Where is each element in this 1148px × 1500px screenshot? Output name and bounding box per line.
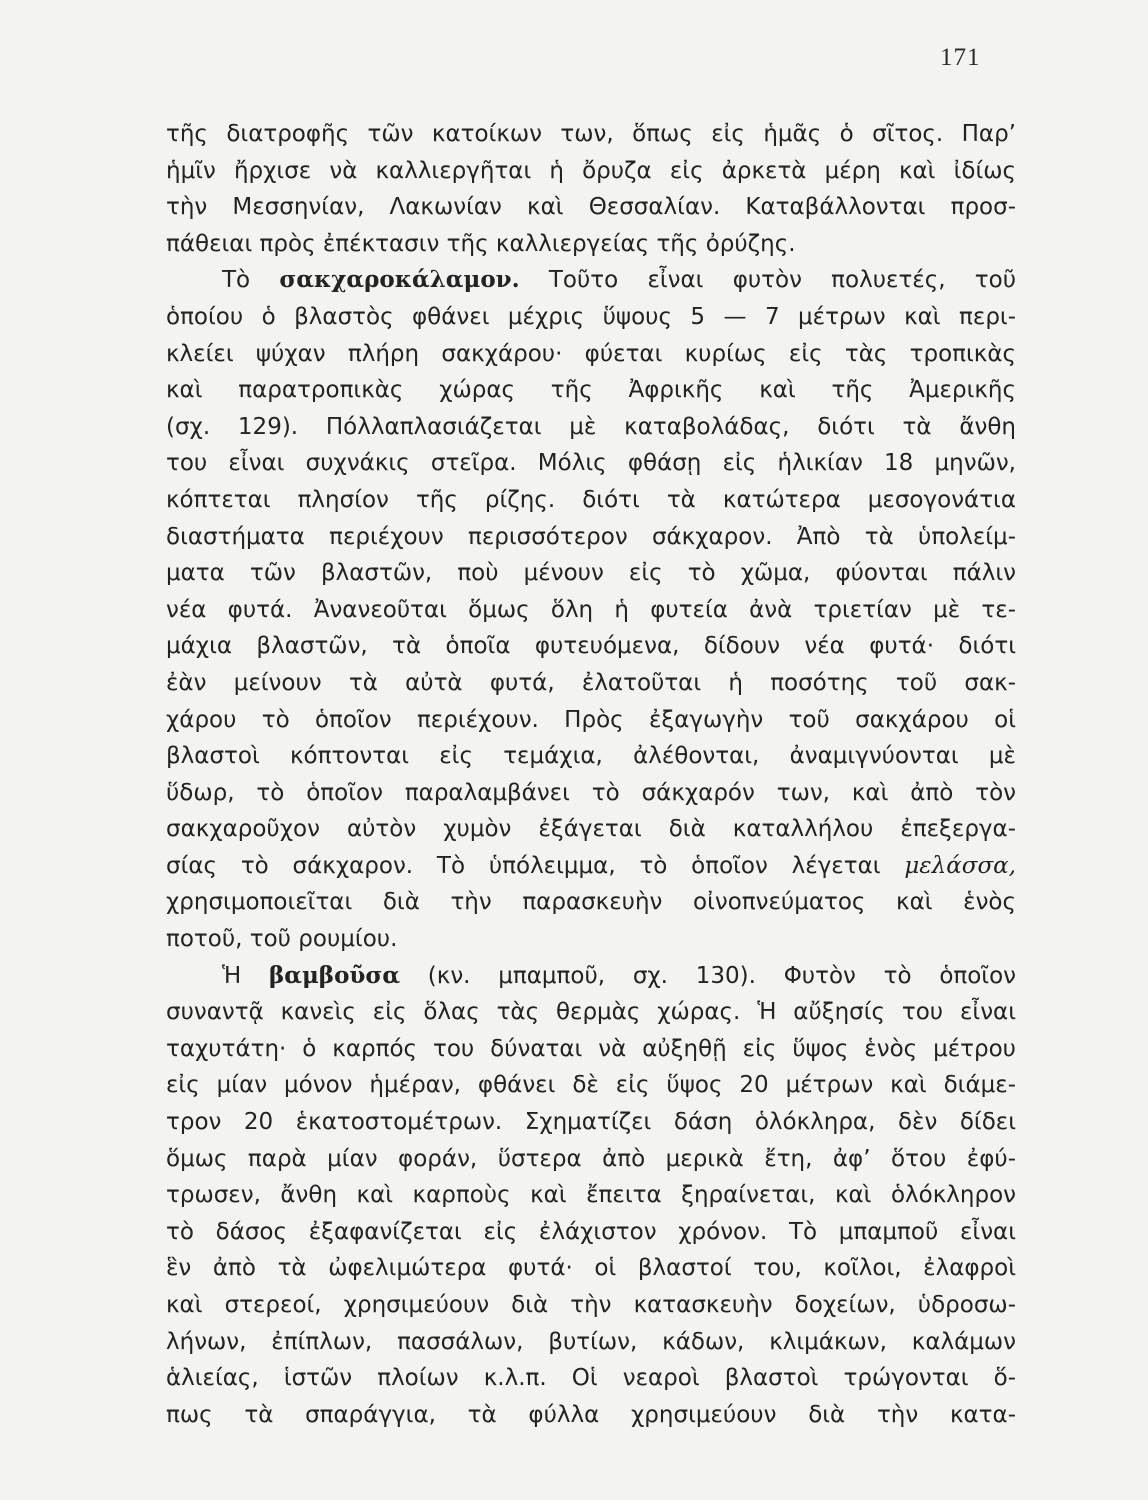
text-line: ἓν ἀπὸ τὰ ὠφελιμώτερα φυτά· οἱ βλαστοί του, κοῖλοι, ἐλαφροὶ [166, 1255, 1016, 1282]
text-span: Τὸ [222, 267, 280, 294]
text-line: τὴν Μεσσηνίαν, Λακωνίαν καὶ Θεσσαλίαν. Καταβάλλονται προσ- [166, 194, 1016, 221]
text-span: σίας τὸ σάκχαρον. Τὸ ὑπόλειμμα, τὸ ὁποῖον λέγεται [166, 852, 905, 879]
text-line-with-italic [166, 848, 1016, 885]
text-line: λήνων, ἐπίπλων, πασσάλων, βυτίων, κάδων, κλιμάκων, καλάμων [166, 1328, 1016, 1355]
text-line: συναντᾷ κανεὶς εἰς ὅλας τὰς θερμὰς χώρας. Ἡ αὔξησίς του εἶναι [166, 999, 1016, 1026]
text-line: ματα τῶν βλαστῶν, ποὺ μένουν εἰς τὸ χῶμα, φύονται πάλιν [166, 560, 1016, 587]
text-line: ὕδωρ, τὸ ὁποῖον παραλαμβάνει τὸ σάκχαρόν των, καὶ ἀπὸ τὸν [166, 779, 1016, 806]
text-line: διαστήματα περιέχουν περισσότερον σάκχαρον. Ἀπὸ τὰ ὑπολείμ- [166, 523, 1016, 550]
paragraph-start-bamboo [166, 958, 1016, 995]
text-line: εἰς μίαν μόνον ἡμέραν, φθάνει δὲ εἰς ὕψος 20 μέτρων καὶ διάμε- [166, 1072, 1016, 1099]
text-line: βλαστοὶ κόπτονται εἰς τεμάχια, ἀλέθονται, ἀναμιγνύονται μὲ [166, 743, 1016, 770]
text-line: ἡμῖν ἤρχισε νὰ καλλιεργῆται ἡ ὄρυζα εἰς ἀρκετὰ μέρη καὶ ἰδίως [166, 157, 1016, 184]
text-span: (κν. μπαμποῦ, σχ. 130). Φυτὸν τὸ ὁποῖον [427, 962, 1016, 989]
text-line: ὅμως παρὰ μίαν φοράν, ὕστερα ἀπὸ μερικὰ ἔτη, ἀφ’ ὅτου ἐφύ- [166, 1145, 1016, 1172]
text-line: χρησιμοποιεῖται διὰ τὴν παρασκευὴν οἰνοπνεύματος καὶ ἑνὸς [166, 889, 1016, 916]
text-line: ἐὰν μείνουν τὰ αὐτὰ φυτά, ἐλατοῦται ἡ ποσότης τοῦ σακ- [166, 669, 1016, 696]
text-line: πάθειαι πρὸς ἐπέκτασιν τῆς καλλιεργείας τῆς ὀρύζης. [166, 230, 796, 257]
term-bamboo: βαμβοῦσα [268, 961, 401, 989]
text-line: καὶ στερεοί, χρησιμεύουν διὰ τὴν κατασκευὴν δοχείων, ὑδροσω- [166, 1292, 1016, 1318]
text-line: τρωσεν, ἄνθη καὶ καρποὺς καὶ ἔπειτα ξηραίνεται, καὶ ὁλόκληρον [166, 1182, 1016, 1209]
text-line: τὸ δάσος ἐξαφανίζεται εἰς ἐλάχιστον χρόνον. Τὸ μπαμποῦ εἶναι [166, 1218, 1016, 1245]
text-line: κλείει ψύχαν πλήρη σακχάρου· φύεται κυρίως εἰς τὰς τροπικὰς [166, 340, 1016, 367]
text-line: τρον 20 ἑκατοστομέτρων. Σχηματίζει δάση ὁλόκληρα, δὲν δίδει [166, 1109, 1016, 1136]
text-line: ὁποίου ὁ βλαστὸς φθάνει μέχρις ὕψους 5 — 7 μέτρων καὶ περι- [166, 303, 1016, 330]
text-line: τῆς διατροφῆς τῶν κατοίκων των, ὅπως εἰς ἡμᾶς ὁ σῖτος. Παρ’ [166, 121, 1016, 147]
term-sugarcane: σακχαροκάλαμον. [279, 266, 520, 294]
text-line: καὶ παρατροπικὰς χώρας τῆς Ἀφρικῆς καὶ τῆς Ἀμερικῆς [166, 377, 1016, 404]
text-line: (σχ. 129). Πόλλαπλασιάζεται μὲ καταβολάδας, διότι τὰ ἄνθη [166, 413, 1016, 440]
text-line: σακχαροῦχον αὐτὸν χυμὸν ἐξάγεται διὰ καταλλήλου ἐπεξεργα- [166, 816, 1016, 843]
body-text [166, 116, 1016, 1433]
text-line: ἁλιείας, ἱστῶν πλοίων κ.λ.π. Οἱ νεαροὶ βλαστοὶ τρώγονται ὅ- [166, 1365, 1016, 1392]
page-number: 171 [940, 44, 981, 71]
text-line: νέα φυτά. Ἀνανεοῦται ὅμως ὅλη ἡ φυτεία ἀνὰ τριετίαν μὲ τε- [166, 596, 1016, 623]
text-line: του εἶναι συχνάκις στεῖρα. Μόλις φθάσῃ εἰς ἡλικίαν 18 μηνῶν, [166, 450, 1016, 477]
term-molasses: μελάσσα, [904, 852, 1016, 879]
text-line: χάρου τὸ ὁποῖον περιέχουν. Πρὸς ἐξαγωγὴν τοῦ σακχάρου οἱ [166, 706, 1016, 733]
text-line: ποτοῦ, τοῦ ρουμίου. [166, 926, 398, 953]
text-line: κόπτεται πλησίον τῆς ρίζης. διότι τὰ κατώτερα μεσογονάτια [166, 486, 1016, 513]
paragraph-start-sugarcane [166, 262, 1016, 299]
text-line: πως τὰ σπαράγγια, τὰ φύλλα χρησιμεύουν διὰ τὴν κατα- [166, 1401, 1016, 1428]
text-span: Ἡ [222, 962, 269, 989]
text-span: Τοῦτο εἶναι φυτὸν πολυετές, τοῦ [548, 267, 1016, 294]
text-line: ταχυτάτη· ὁ καρπός του δύναται νὰ αὐξηθῇ εἰς ὕψος ἑνὸς μέτρου [166, 1035, 1016, 1062]
text-line: μάχια βλαστῶν, τὰ ὁποῖα φυτευόμενα, δίδουν νέα φυτά· διότι [166, 633, 1016, 660]
